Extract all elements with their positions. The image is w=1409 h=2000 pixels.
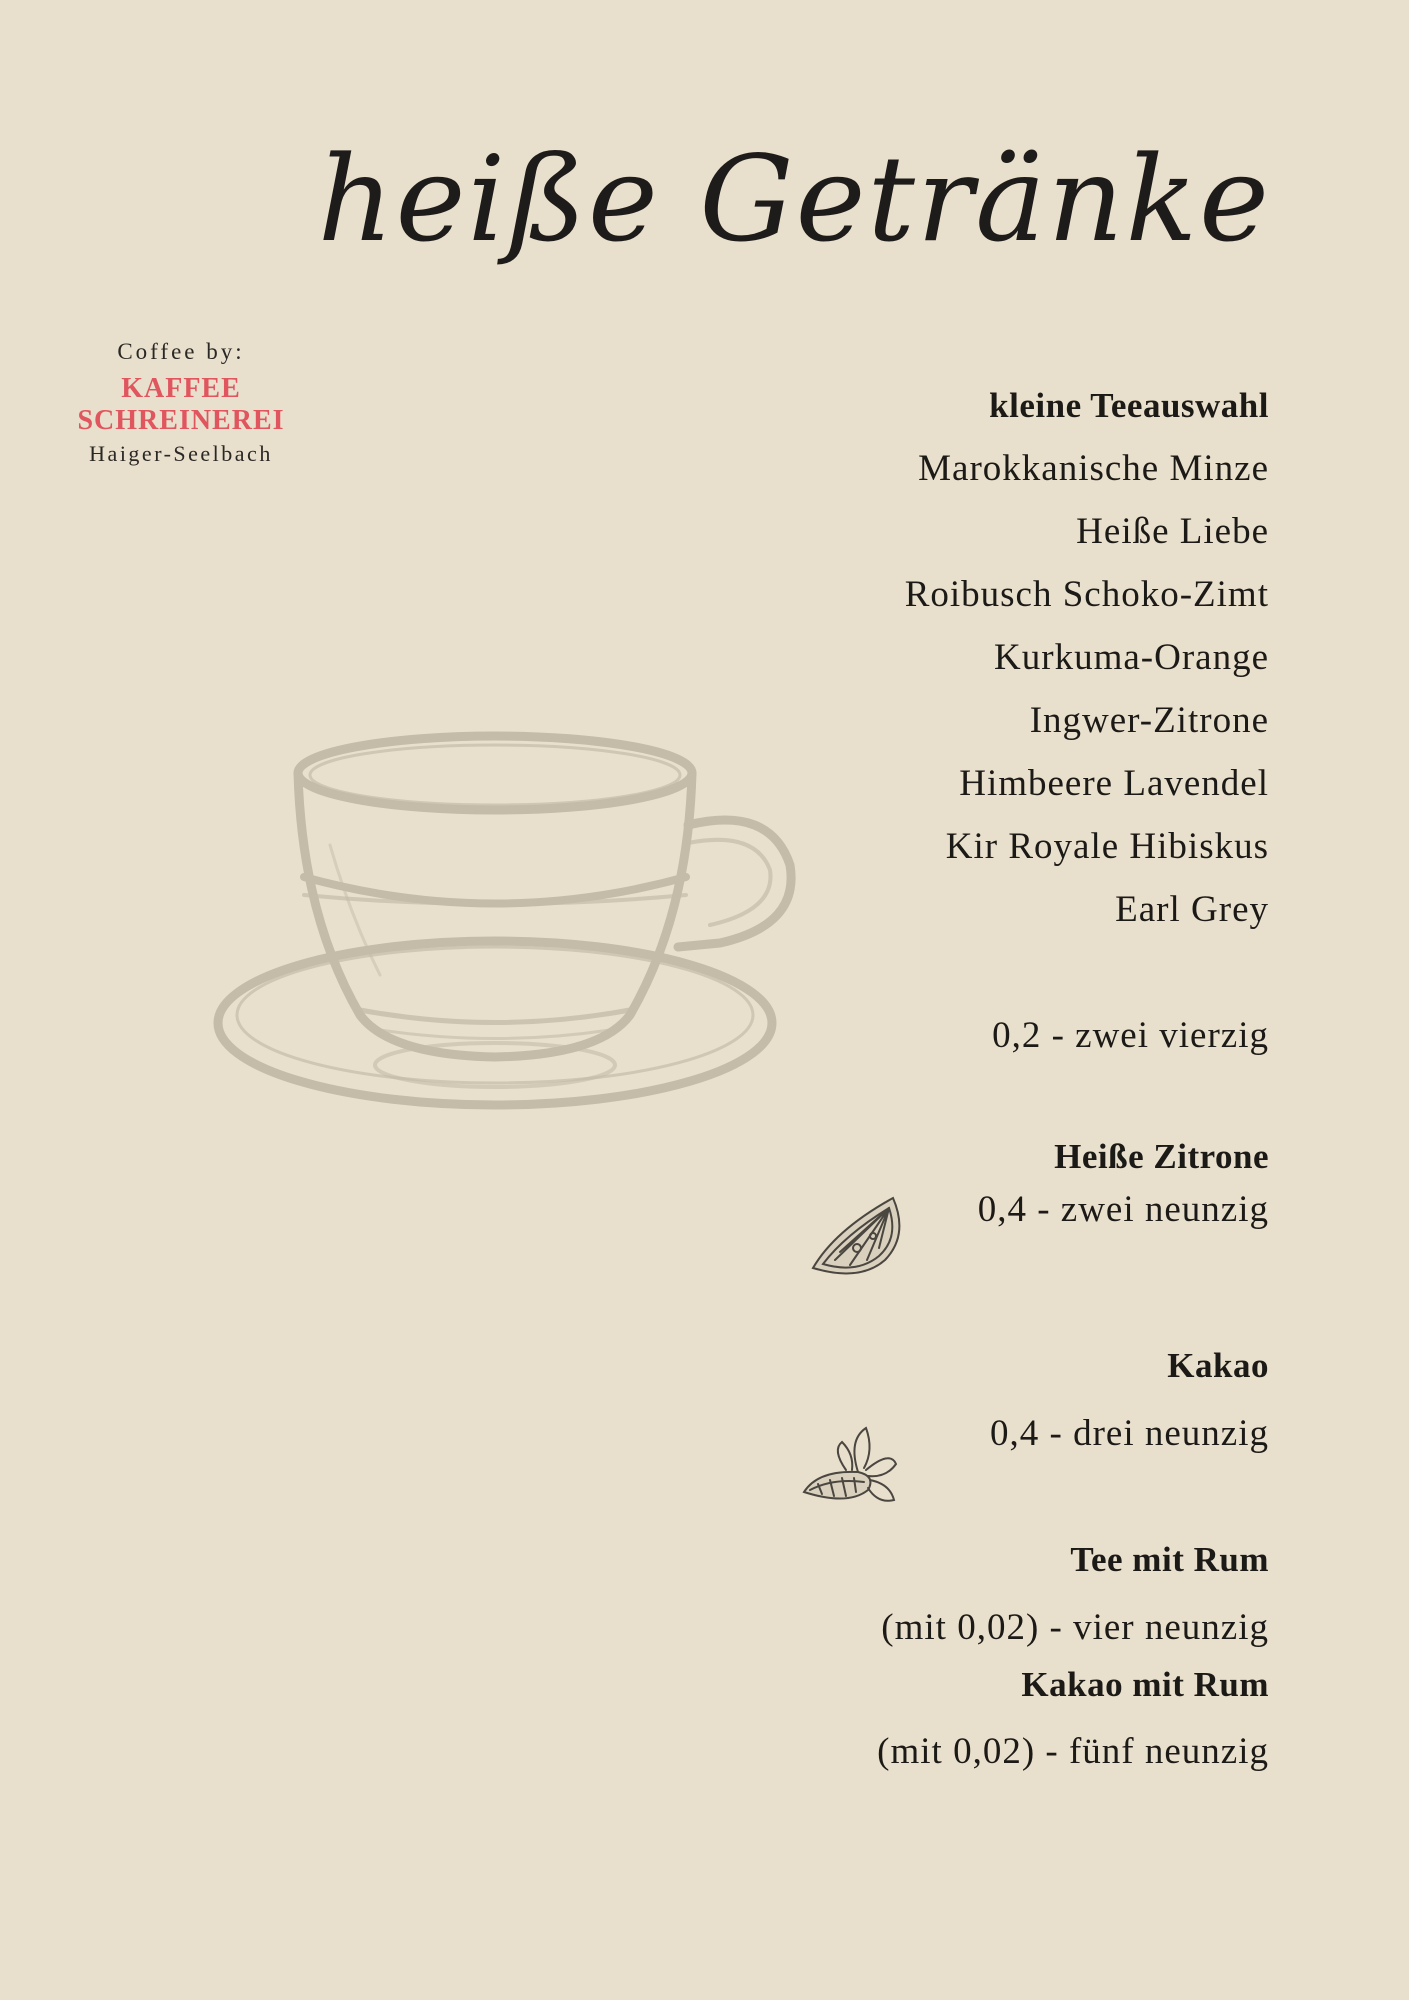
tea-rum-heading: Tee mit Rum: [1070, 1540, 1269, 1579]
brand-block: [55, 340, 307, 465]
brand-name: [55, 373, 307, 437]
brand-name-line1: KAFFEE: [121, 373, 241, 404]
cocoa-heading: Kakao: [1167, 1346, 1269, 1385]
page-title: heiße Getränke: [317, 130, 1271, 268]
brand-by-label: Coffee by:: [117, 339, 245, 364]
lemon-slice-icon: [805, 1190, 905, 1280]
cacao-pod-icon: [798, 1420, 898, 1510]
tea-price: 0,2 - zwei vierzig: [992, 1015, 1269, 1056]
lemon-heading: Heiße Zitrone: [1054, 1137, 1269, 1176]
tea-item: Roibusch Schoko-Zimt: [904, 574, 1269, 615]
tea-item: Ingwer-Zitrone: [1029, 700, 1269, 741]
tea-item: Earl Grey: [1115, 889, 1269, 930]
tea-item: Himbeere Lavendel: [959, 763, 1269, 804]
tea-heading: kleine Teeauswahl: [989, 386, 1269, 425]
tea-item: Heiße Liebe: [1076, 511, 1269, 552]
tea-rum-price: (mit 0,02) - vier neunzig: [881, 1607, 1269, 1648]
cocoa-rum-heading: Kakao mit Rum: [1021, 1665, 1269, 1704]
tea-item: Kir Royale Hibiskus: [945, 826, 1269, 867]
cocoa-rum-price: (mit 0,02) - fünf neunzig: [877, 1731, 1269, 1772]
tea-item: Marokkanische Minze: [918, 448, 1269, 489]
brand-place: Haiger-Seelbach: [89, 441, 273, 467]
tea-item: Kurkuma-Orange: [994, 637, 1269, 678]
lemon-price: 0,4 - zwei neunzig: [977, 1189, 1269, 1230]
brand-name-line2: SCHREINEREI: [77, 405, 285, 437]
cocoa-price: 0,4 - drei neunzig: [990, 1413, 1269, 1454]
tea-cup-illustration: [210, 725, 800, 1125]
